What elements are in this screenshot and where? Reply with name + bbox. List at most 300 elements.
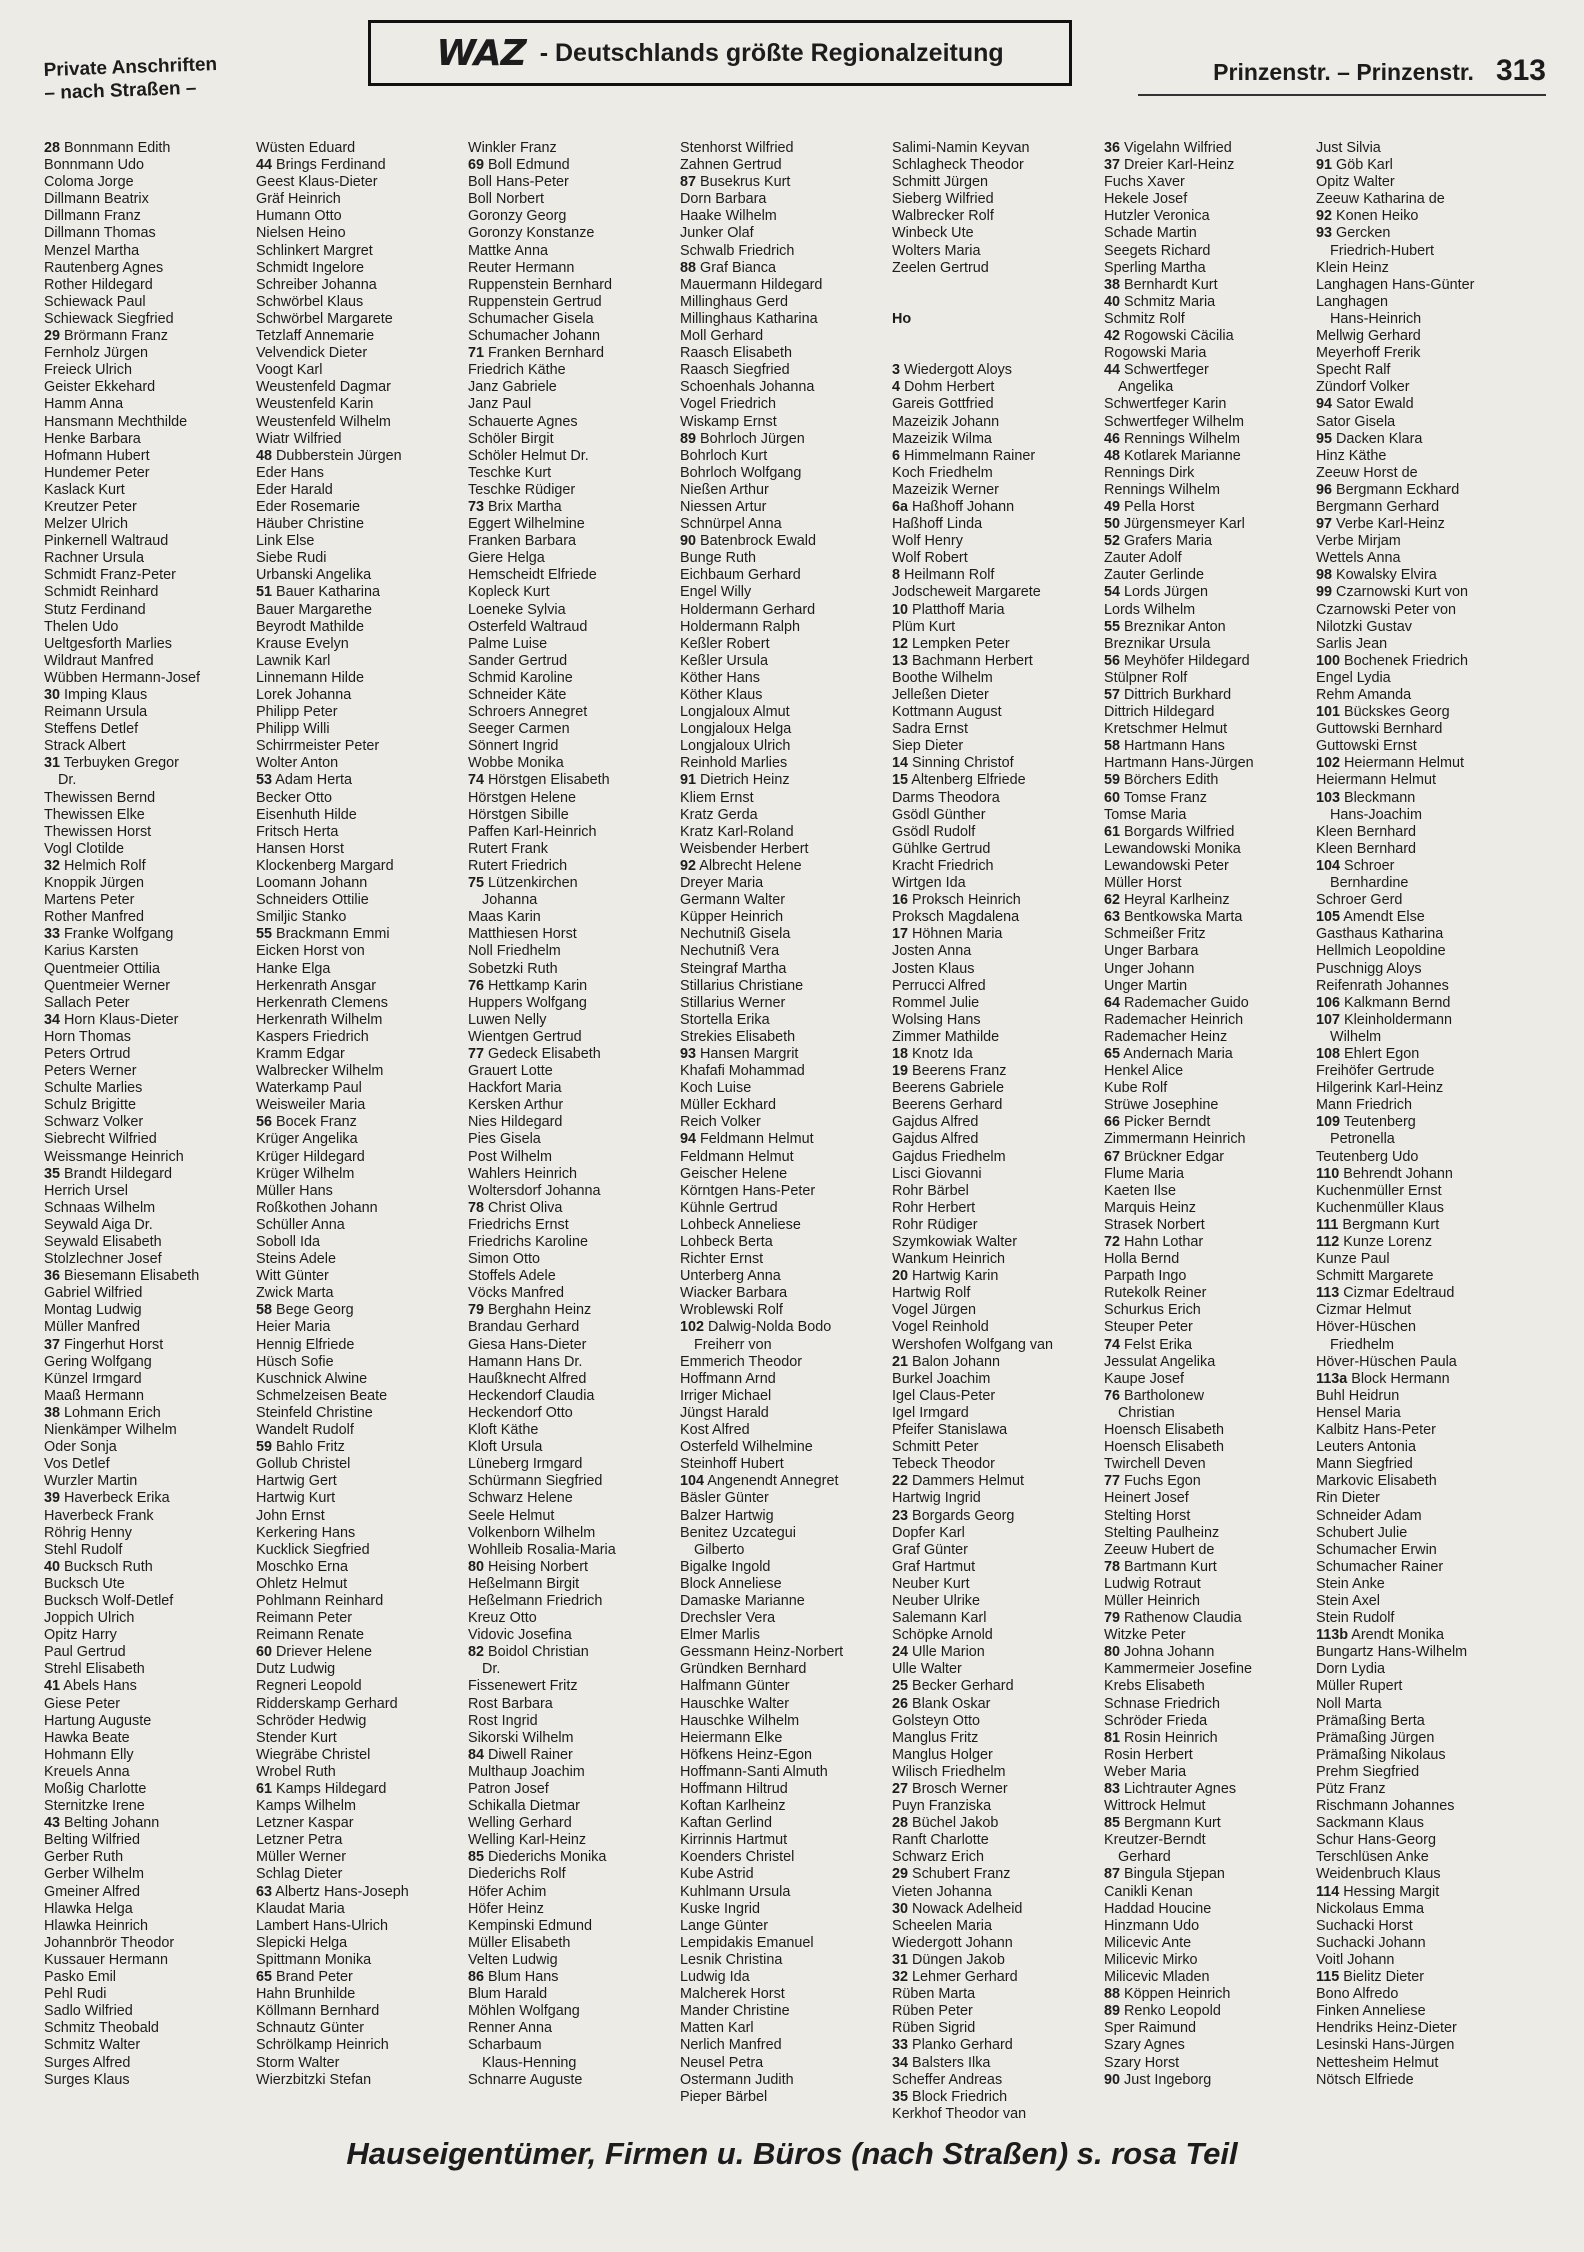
list-item: Rischmann Johannes — [1316, 1798, 1455, 1815]
list-item: Voitl Johann — [1316, 1951, 1395, 1968]
list-item: Hennig Elfriede — [256, 1336, 355, 1353]
section-marker: Ho — [892, 310, 912, 327]
list-item: 44 Schwertfeger — [1104, 362, 1209, 379]
list-item: Milicevic Ante — [1104, 1934, 1192, 1951]
list-item: Ulle Walter — [892, 1661, 962, 1678]
list-item: Herkenrath Clemens — [256, 994, 388, 1011]
list-item: Haverbeck Frank — [44, 1507, 154, 1524]
list-item: Pohlmann Reinhard — [256, 1592, 384, 1609]
list-item: Hutzler Veronica — [1104, 208, 1210, 225]
list-item: Wilisch Friedhelm — [892, 1763, 1006, 1780]
list-item: 60 Driever Helene — [256, 1644, 372, 1661]
list-item: 32 Helmich Rolf — [44, 857, 146, 874]
house-number: 81 — [1104, 1729, 1121, 1746]
house-number: 90 — [680, 533, 697, 550]
list-item: Lorek Johanna — [256, 687, 352, 703]
list-item: Seywald Elisabeth — [44, 1234, 162, 1250]
list-item: Schlagheck Theodor — [892, 157, 1024, 174]
list-item: Rohr Herbert — [892, 1199, 976, 1216]
list-item: Nickolaus Emma — [1316, 1900, 1424, 1917]
list-item: Rohr Bärbel — [892, 1182, 969, 1199]
house-number: 79 — [468, 1302, 485, 1319]
list-item: 76 Bartholonew — [1104, 1387, 1205, 1404]
list-item: Teschke Kurt — [468, 464, 552, 481]
list-item: 80 Johna Johann — [1104, 1644, 1215, 1661]
house-number: 94 — [1316, 396, 1333, 413]
list-item: 94 Feldmann Helmut — [680, 1131, 814, 1148]
list-item: 108 Ehlert Egon — [1316, 1045, 1420, 1062]
list-item: Neuber Kurt — [892, 1575, 970, 1592]
list-item: Freihöfer Gertrude — [1316, 1063, 1435, 1080]
house-number: 96 — [1316, 481, 1333, 498]
house-number: 14 — [892, 755, 909, 772]
list-item: 17 Höhnen Maria — [892, 926, 1003, 943]
list-item: Engel Lydia — [1316, 669, 1391, 686]
house-number: 38 — [44, 1404, 61, 1421]
list-item: Mann Siegfried — [1316, 1456, 1413, 1473]
list-item: 36 Biesemann Elisabeth — [44, 1268, 200, 1285]
house-number: 107 — [1316, 1011, 1341, 1028]
list-item: Mann Friedrich — [1316, 1097, 1412, 1114]
house-number: 73 — [468, 498, 485, 515]
list-item: Gajdus Alfred — [892, 1114, 979, 1131]
list-item: Dr. — [58, 772, 77, 789]
house-number: 102 — [680, 1319, 705, 1336]
list-item: Schmitt Peter — [892, 1439, 979, 1456]
list-item: Rademacher Heinrich — [1104, 1011, 1244, 1028]
house-number: 104 — [1316, 857, 1341, 874]
list-item: Paffen Karl-Heinrich — [468, 823, 597, 840]
list-item: Diederichs Rolf — [468, 1866, 566, 1883]
list-item: Heier Maria — [256, 1319, 331, 1336]
list-item: Lempidakis Emanuel — [680, 1934, 814, 1951]
list-item: 87 Busekrus Kurt — [680, 174, 791, 191]
list-item: 10 Platthoff Maria — [892, 601, 1005, 618]
list-item: Hekele Josef — [1104, 191, 1188, 208]
list-item: Gsödl Günther — [892, 806, 986, 823]
list-item: Osterfeld Wilhelmine — [680, 1439, 813, 1456]
list-item: Siebe Rudi — [256, 550, 327, 567]
list-item: John Ernst — [256, 1507, 325, 1524]
list-item: Friedhelm — [1330, 1336, 1394, 1353]
list-item: Drechsler Vera — [680, 1610, 776, 1627]
list-item: Koch Friedhelm — [892, 464, 993, 481]
list-item: Rin Dieter — [1316, 1490, 1380, 1507]
list-item: 34 Horn Klaus-Dieter — [44, 1011, 179, 1028]
list-item: Schmeißer Fritz — [1104, 926, 1206, 943]
list-item: Bohrloch Kurt — [680, 447, 768, 464]
list-item: Witzke Peter — [1104, 1627, 1186, 1644]
list-item: Häuber Christine — [256, 516, 364, 533]
list-item: 43 Belting Johann — [44, 1815, 160, 1832]
house-number: 37 — [44, 1336, 61, 1353]
list-item: 6 Himmelmann Rainer — [892, 447, 1036, 464]
list-item: Eder Harald — [256, 481, 333, 498]
list-item: Jessulat Angelika — [1104, 1353, 1216, 1370]
list-item: Wüsten Eduard — [256, 140, 356, 156]
list-item: Menzel Martha — [44, 242, 140, 259]
list-item: Freieck Ulrich — [44, 362, 132, 379]
list-item: Hinzmann Udo — [1104, 1917, 1200, 1934]
list-item: Mazeizik Johann — [892, 413, 1000, 430]
house-number: 67 — [1104, 1148, 1121, 1165]
list-item: Reimann Ursula — [44, 704, 148, 721]
list-item: Perrucci Alfred — [892, 977, 986, 994]
list-item: Höfkens Heinz-Egon — [680, 1746, 812, 1763]
house-number: 4 — [892, 379, 901, 396]
list-item: Sator Gisela — [1316, 413, 1396, 430]
list-item: Steinhoff Hubert — [680, 1456, 784, 1473]
house-number: 32 — [44, 857, 61, 874]
list-item: Köllmann Bernhard — [256, 2003, 380, 2020]
list-item: Igel Irmgard — [892, 1404, 969, 1421]
list-item: 94 Sator Ewald — [1316, 396, 1414, 413]
house-number: 34 — [44, 1011, 61, 1028]
list-item: Lohbeck Anneliese — [680, 1216, 801, 1233]
list-item: Schumacher Gisela — [468, 310, 594, 327]
list-item: Müller Elisabeth — [468, 1934, 571, 1951]
list-item — [892, 345, 1104, 362]
house-number: 108 — [1316, 1045, 1341, 1062]
list-item — [892, 294, 1104, 311]
house-number: 40 — [44, 1558, 61, 1575]
list-item: Wirtgen Ida — [892, 875, 966, 892]
list-item: Feldmann Helmut — [680, 1148, 794, 1165]
list-item: Schnarre Auguste — [468, 2071, 583, 2088]
list-item: Unger Martin — [1104, 977, 1188, 994]
list-item: Josten Klaus — [892, 960, 975, 977]
list-item: Bigalke Ingold — [680, 1558, 771, 1575]
list-item: Pehl Rudi — [44, 1986, 107, 2003]
list-item: Steffens Detlef — [44, 721, 139, 738]
list-item: Hartwig Kurt — [256, 1490, 336, 1507]
list-item: Müller Werner — [256, 1849, 347, 1866]
list-item: Renner Anna — [468, 2020, 553, 2037]
list-item: Hörstgen Sibille — [468, 806, 569, 823]
list-item: Heinert Josef — [1104, 1490, 1189, 1507]
list-item: Wilhelm — [1330, 1028, 1382, 1045]
list-item: Elmer Marlis — [680, 1627, 760, 1644]
house-number: 101 — [1316, 704, 1341, 721]
list-item: Milicevic Mladen — [1104, 1969, 1210, 1986]
list-item: Lohbeck Berta — [680, 1234, 773, 1250]
list-item: Nießen Arthur — [680, 481, 769, 498]
list-item: Markovic Elisabeth — [1316, 1473, 1437, 1490]
list-item: Kleen Bernhard — [1316, 840, 1417, 857]
list-item: Kaspers Friedrich — [256, 1028, 369, 1045]
list-item: Zahnen Gertrud — [680, 157, 782, 174]
list-item: Kratz Gerda — [680, 806, 758, 823]
list-item: Müller Hans — [256, 1182, 333, 1199]
list-item: Rüben Marta — [892, 1986, 976, 2003]
list-item: Ohletz Helmut — [256, 1575, 348, 1592]
house-number: 85 — [468, 1849, 485, 1866]
list-item: Huppers Wolfgang — [468, 994, 587, 1011]
list-item: Hoffmann-Santi Almuth — [680, 1763, 828, 1780]
list-item: Soboll Ida — [256, 1234, 321, 1250]
list-item: 113 Cizmar Edeltraud — [1316, 1285, 1455, 1302]
list-item: Heckendorf Otto — [468, 1404, 573, 1421]
house-number: 18 — [892, 1045, 909, 1062]
listing-column — [468, 140, 680, 2120]
list-item: Sternitzke Irene — [44, 1798, 145, 1815]
house-number: 48 — [1104, 447, 1121, 464]
list-item: 38 Bernhardt Kurt — [1104, 276, 1218, 293]
section-label-line2: – nach Straßen – — [44, 77, 197, 105]
list-item: Schur Hans-Georg — [1316, 1832, 1436, 1849]
list-item: Gräf Heinrich — [256, 191, 341, 208]
list-item: Hamm Anna — [44, 396, 124, 413]
house-number: 104 — [680, 1473, 705, 1490]
list-item: 33 Planko Gerhard — [892, 2037, 1013, 2054]
list-item: Hans-Joachim — [1330, 806, 1422, 823]
list-item: 58 Hartmann Hans — [1104, 738, 1225, 755]
house-number: 74 — [1104, 1336, 1121, 1353]
list-item: Wershofen Wolfgang van — [892, 1336, 1054, 1353]
list-item: Wahlers Heinrich — [468, 1165, 578, 1182]
list-item: 74 Felst Erika — [1104, 1336, 1192, 1353]
list-item: 78 Christ Oliva — [468, 1199, 563, 1216]
list-item: Kussauer Hermann — [44, 1951, 168, 1968]
list-item: 93 Hansen Margrit — [680, 1045, 799, 1062]
list-item: Hartwig Ingrid — [892, 1490, 981, 1507]
list-item: Vogel Friedrich — [680, 396, 776, 413]
list-item: Nechutniß Gisela — [680, 926, 791, 943]
list-item: Schoenhals Johanna — [680, 379, 815, 396]
list-item: Mauermann Hildegard — [680, 276, 823, 293]
list-item: 57 Dittrich Burkhard — [1104, 687, 1232, 703]
list-item: Fissenewert Fritz — [468, 1678, 578, 1695]
list-item: Schade Martin — [1104, 225, 1197, 242]
list-item: Schwalb Friedrich — [680, 242, 795, 259]
list-item: Tebeck Theodor — [892, 1456, 995, 1473]
list-item: 85 Diederichs Monika — [468, 1849, 607, 1866]
list-item: Schulte Marlies — [44, 1080, 143, 1097]
house-number: 35 — [892, 2088, 909, 2105]
list-item: Hüsch Sofie — [256, 1353, 334, 1370]
list-item: Guttowski Ernst — [1316, 738, 1417, 755]
list-item: Rachner Ursula — [44, 550, 144, 567]
house-number: 61 — [256, 1781, 273, 1797]
list-item: Vöcks Manfred — [468, 1285, 564, 1302]
list-item: Mattke Anna — [468, 242, 548, 259]
house-number: 13 — [892, 652, 909, 669]
house-number: 34 — [892, 2054, 909, 2071]
house-number: 84 — [468, 1746, 485, 1763]
list-item: Beerens Gerhard — [892, 1097, 1003, 1114]
list-item: Hlawka Helga — [44, 1900, 133, 1917]
list-item: Bungartz Hans-Wilhelm — [1316, 1644, 1468, 1661]
list-item: Hellmich Leopoldine — [1316, 943, 1446, 960]
list-item: Schmitt Jürgen — [892, 174, 988, 191]
list-item: 48 Kotlarek Marianne — [1104, 447, 1241, 464]
page-header — [0, 0, 1584, 140]
list-item: Geest Klaus-Dieter — [256, 174, 378, 191]
list-item: Heckendorf Claudia — [468, 1387, 595, 1404]
list-item: Höfer Achim — [468, 1883, 547, 1900]
list-item: Kuschnick Alwine — [256, 1370, 368, 1387]
house-number: 20 — [892, 1268, 909, 1285]
list-item: Zeeuw Katharina de — [1316, 191, 1445, 208]
list-item: Geister Ekkehard — [44, 379, 156, 396]
list-item: Hofmann Hubert — [44, 447, 150, 464]
list-item: 113b Arendt Monika — [1316, 1627, 1445, 1644]
list-item: Giesa Hans-Dieter — [468, 1336, 587, 1353]
list-item: 65 Brand Peter — [256, 1969, 353, 1986]
list-item: Weustenfeld Wilhelm — [256, 413, 391, 430]
list-item: Nienkämper Wilhelm — [44, 1422, 177, 1439]
list-item: Proksch Magdalena — [892, 909, 1020, 926]
list-item: Siebrecht Wilfried — [44, 1131, 157, 1148]
house-number: 56 — [1104, 652, 1121, 669]
house-number: 112 — [1316, 1234, 1340, 1250]
list-item: Bonnmann Udo — [44, 157, 145, 174]
house-number: 78 — [468, 1199, 485, 1216]
house-number: 92 — [1316, 208, 1333, 225]
list-item: Knoppik Jürgen — [44, 875, 145, 892]
house-number: 50 — [1104, 516, 1121, 533]
list-item: 103 Bleckmann — [1316, 789, 1416, 806]
list-item: 60 Tomse Franz — [1104, 789, 1207, 806]
list-item: 102 Dalwig-Nolda Bodo — [680, 1319, 832, 1336]
list-item: 98 Kowalsky Elvira — [1316, 567, 1437, 584]
list-item: Quentmeier Werner — [44, 977, 171, 994]
list-item: Schmidt Franz-Peter — [44, 567, 176, 584]
house-number: 113a — [1316, 1370, 1348, 1387]
house-number: 55 — [1104, 618, 1121, 635]
list-item: Schmitt Margarete — [1316, 1268, 1434, 1285]
list-item: 23 Borgards Georg — [892, 1507, 1015, 1524]
house-number: 44 — [256, 157, 273, 174]
list-item: Herkenrath Wilhelm — [256, 1011, 383, 1028]
list-item: Beyrodt Mathilde — [256, 618, 364, 635]
list-item: 6a Haßhoff Johann — [892, 498, 1015, 515]
list-item: Wübben Hermann-Josef — [44, 669, 200, 686]
list-item: Suchacki Horst — [1316, 1917, 1413, 1934]
list-item: Kucklick Siegfried — [256, 1541, 370, 1558]
house-number: 115 — [1316, 1969, 1340, 1986]
list-item: 65 Andernach Maria — [1104, 1045, 1233, 1062]
house-number: 91 — [680, 772, 697, 789]
list-item: Heiermann Helmut — [1316, 772, 1436, 789]
list-item: Damaske Marianne — [680, 1592, 805, 1609]
list-item: Sander Gertrud — [468, 652, 568, 669]
list-item: Köther Klaus — [680, 687, 763, 703]
list-item: Philipp Willi — [256, 721, 330, 738]
list-item: Schürmann Siegfried — [468, 1473, 603, 1490]
list-item: 90 Batenbrock Ewald — [680, 533, 817, 550]
list-item: Bono Alfredo — [1316, 1986, 1399, 2003]
list-item: Friedrich-Hubert — [1330, 242, 1434, 259]
list-item: Goronzy Konstanze — [468, 225, 595, 242]
list-item: Hlawka Heinrich — [44, 1917, 148, 1934]
list-item: Engel Willy — [680, 584, 752, 601]
list-item: Burkel Joachim — [892, 1370, 991, 1387]
list-item: Thewissen Horst — [44, 823, 152, 840]
list-item: Nötsch Elfriede — [1316, 2071, 1414, 2088]
list-item: 31 Terbuyken Gregor — [44, 755, 179, 772]
list-item: Pies Gisela — [468, 1131, 541, 1148]
list-item: 53 Adam Herta — [256, 772, 352, 789]
list-item: Just Silvia — [1316, 140, 1381, 156]
house-number: 86 — [468, 1969, 485, 1986]
list-item: Dorn Barbara — [680, 191, 767, 208]
list-item: Bunge Ruth — [680, 550, 757, 567]
house-number: 100 — [1316, 652, 1341, 669]
list-item: Lambert Hans-Ulrich — [256, 1917, 388, 1934]
list-item: Kuchenmüller Klaus — [1316, 1199, 1444, 1216]
list-item: Christian — [1118, 1404, 1175, 1421]
list-item: Johannbrör Theodor — [44, 1934, 175, 1951]
list-item: Hamann Hans Dr. — [468, 1353, 583, 1370]
house-number: 79 — [1104, 1610, 1121, 1627]
list-item: Marquis Heinz — [1104, 1199, 1196, 1216]
house-number: 28 — [892, 1815, 909, 1832]
list-item: Verbe Mirjam — [1316, 533, 1401, 550]
list-item: Szary Agnes — [1104, 2037, 1185, 2054]
list-item: Wientgen Gertrud — [468, 1028, 582, 1045]
list-item: Hauschke Wilhelm — [680, 1712, 800, 1729]
masthead-box — [368, 20, 1072, 86]
list-item: Rutekolk Reiner — [1104, 1285, 1207, 1302]
list-item: Freiherr von — [694, 1336, 772, 1353]
list-item: Schmidt Reinhard — [44, 584, 159, 601]
list-item: Hansmann Mechthilde — [44, 413, 188, 430]
house-number: 42 — [1104, 328, 1121, 345]
list-item: 85 Bergmann Kurt — [1104, 1815, 1221, 1832]
list-item: 40 Schmitz Maria — [1104, 293, 1216, 310]
list-item: Junker Olaf — [680, 225, 754, 242]
list-item: 112 Kunze Lorenz — [1316, 1234, 1433, 1250]
list-item: 58 Bege Georg — [256, 1302, 354, 1319]
list-item: Scharbaum — [468, 2037, 542, 2054]
list-item: Richter Ernst — [680, 1251, 764, 1268]
house-number: 65 — [256, 1969, 273, 1986]
list-item: Oder Sonja — [44, 1439, 117, 1456]
house-number: 8 — [892, 567, 901, 584]
list-item: Dillmann Franz — [44, 208, 141, 225]
list-item: Weustenfeld Dagmar — [256, 379, 391, 396]
list-item: Winkler Franz — [468, 140, 557, 156]
list-item: Lisci Giovanni — [892, 1165, 982, 1182]
list-item: 14 Sinning Christof — [892, 755, 1014, 772]
list-item: 59 Bahlo Fritz — [256, 1439, 345, 1456]
page-number: 313 — [1495, 54, 1546, 87]
list-item: 36 Vigelahn Wilfried — [1104, 140, 1232, 156]
list-item: Flume Maria — [1104, 1165, 1184, 1182]
list-item: 61 Borgards Wilfried — [1104, 823, 1235, 840]
list-item: Prämaßing Berta — [1316, 1712, 1425, 1729]
list-item: Eichbaum Gerhard — [680, 567, 801, 584]
house-number: 31 — [44, 755, 61, 772]
list-item: Grauert Lotte — [468, 1063, 553, 1080]
list-item: Millinghaus Gerd — [680, 293, 788, 310]
house-number: 93 — [680, 1045, 697, 1062]
list-item: Hartwig Rolf — [892, 1285, 971, 1302]
list-item: Rost Ingrid — [468, 1712, 538, 1729]
list-item: Bergmann Gerhard — [1316, 498, 1440, 515]
list-item: Hoensch Elisabeth — [1104, 1422, 1224, 1439]
list-item: Sper Raimund — [1104, 2020, 1196, 2037]
list-item: Peters Werner — [44, 1063, 137, 1080]
list-item: Wolsing Hans — [892, 1011, 981, 1028]
list-item: Hauschke Walter — [680, 1695, 790, 1712]
list-item: 38 Lohmann Erich — [44, 1404, 161, 1421]
list-item: Eder Rosemarie — [256, 498, 360, 515]
listing-column — [1104, 140, 1316, 2120]
list-item: Maas Karin — [468, 909, 541, 926]
list-item: Herkenrath Ansgar — [256, 977, 376, 994]
